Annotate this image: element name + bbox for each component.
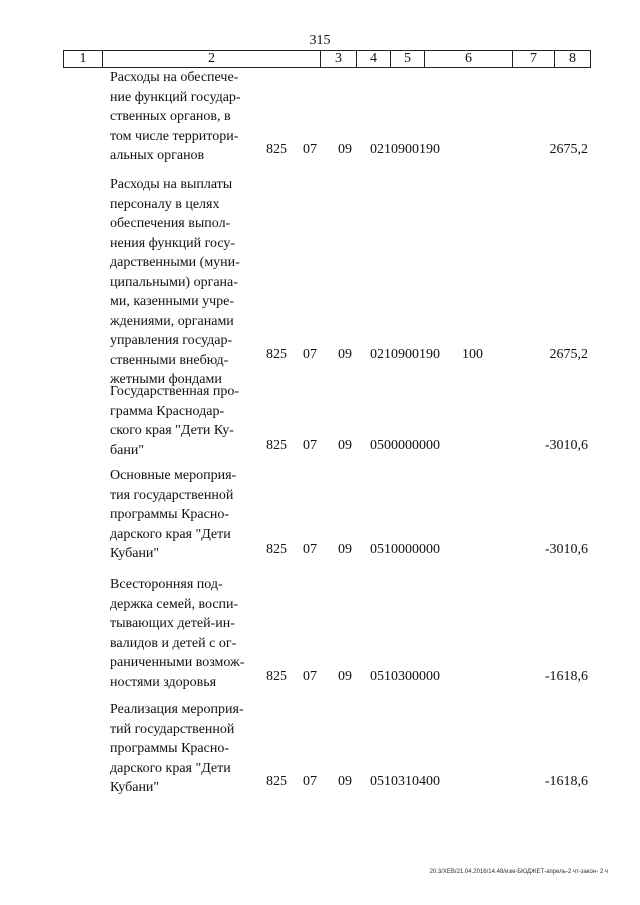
page-number: 315 [309, 33, 331, 48]
header-col-3: 3 [320, 51, 356, 67]
row-section-code: 07 [303, 669, 317, 684]
row-amount: -1618,6 [544, 669, 588, 684]
row-target-article: 0500000000 [370, 438, 440, 453]
header-col-8: 8 [554, 51, 590, 67]
header-col-7: 7 [512, 51, 554, 67]
row-amount: 2675,2 [549, 347, 588, 362]
row-section-code: 07 [303, 774, 317, 789]
row-description: Всесторонняя под- держка семей, воспи- тывающих детей-ин- валидов и детей с ог- раниченными возмож- ностями здоровья [110, 577, 245, 690]
row-target-article: 0510000000 [370, 542, 440, 557]
row-subsection-code: 09 [338, 347, 352, 362]
row-target-article: 0210900190 [370, 142, 440, 157]
row-chapter-code: 825 [266, 347, 287, 362]
row-subsection-code: 09 [338, 669, 352, 684]
row-amount: -1618,6 [544, 774, 588, 789]
row-chapter-code: 825 [266, 542, 287, 557]
header-col-2: 2 [102, 51, 320, 67]
row-subsection-code: 09 [338, 774, 352, 789]
row-subsection-code: 09 [338, 542, 352, 557]
row-amount: -3010,6 [544, 438, 588, 453]
row-target-article: 0210900190 [370, 347, 440, 362]
row-chapter-code: 825 [266, 669, 287, 684]
row-section-code: 07 [303, 142, 317, 157]
row-chapter-code: 825 [266, 438, 287, 453]
row-subsection-code: 09 [338, 142, 352, 157]
header-col-6: 6 [424, 51, 512, 67]
header-col-1: 1 [79, 51, 87, 66]
row-description: Реализация мероприя- тий государственной программы Красно- дарского края "Дети Кубани" [110, 702, 244, 795]
row-description: Расходы на выплаты персоналу в целях обеспечения выпол- нения функций госу- дарственными (муни- ципальными) органа- ми, казенными учре- ждениями, органами управления государ- ственными внебюд- жетными фондами [110, 177, 240, 387]
row-description: Основные мероприя- тия государственной программы Красно- дарского края "Дети Кубани" [110, 468, 237, 561]
row-chapter-code: 825 [266, 142, 287, 157]
row-amount: 2675,2 [549, 142, 588, 157]
header-col-5: 5 [390, 51, 424, 67]
footer-stamp: 20.3/ХЕВ/21.04.2016/14.48/изм-БЮДЖЕТ-апрель-2 чт-закон- 2 ч [429, 869, 608, 875]
row-amount: -3010,6 [544, 542, 588, 557]
row-subsection-code: 09 [338, 438, 352, 453]
row-section-code: 07 [303, 438, 317, 453]
row-description: Расходы на обеспече- ние функций государ- ственных органов, в том числе территори- альных органов [110, 70, 241, 163]
row-expense-type: 100 [462, 347, 483, 362]
row-target-article: 0510300000 [370, 669, 440, 684]
table-header [63, 50, 591, 68]
row-section-code: 07 [303, 347, 317, 362]
row-target-article: 0510310400 [370, 774, 440, 789]
row-section-code: 07 [303, 542, 317, 557]
header-col-4: 4 [356, 51, 390, 67]
row-chapter-code: 825 [266, 774, 287, 789]
row-description: Государственная про- грамма Краснодар- ского края "Дети Ку- бани" [110, 384, 240, 458]
